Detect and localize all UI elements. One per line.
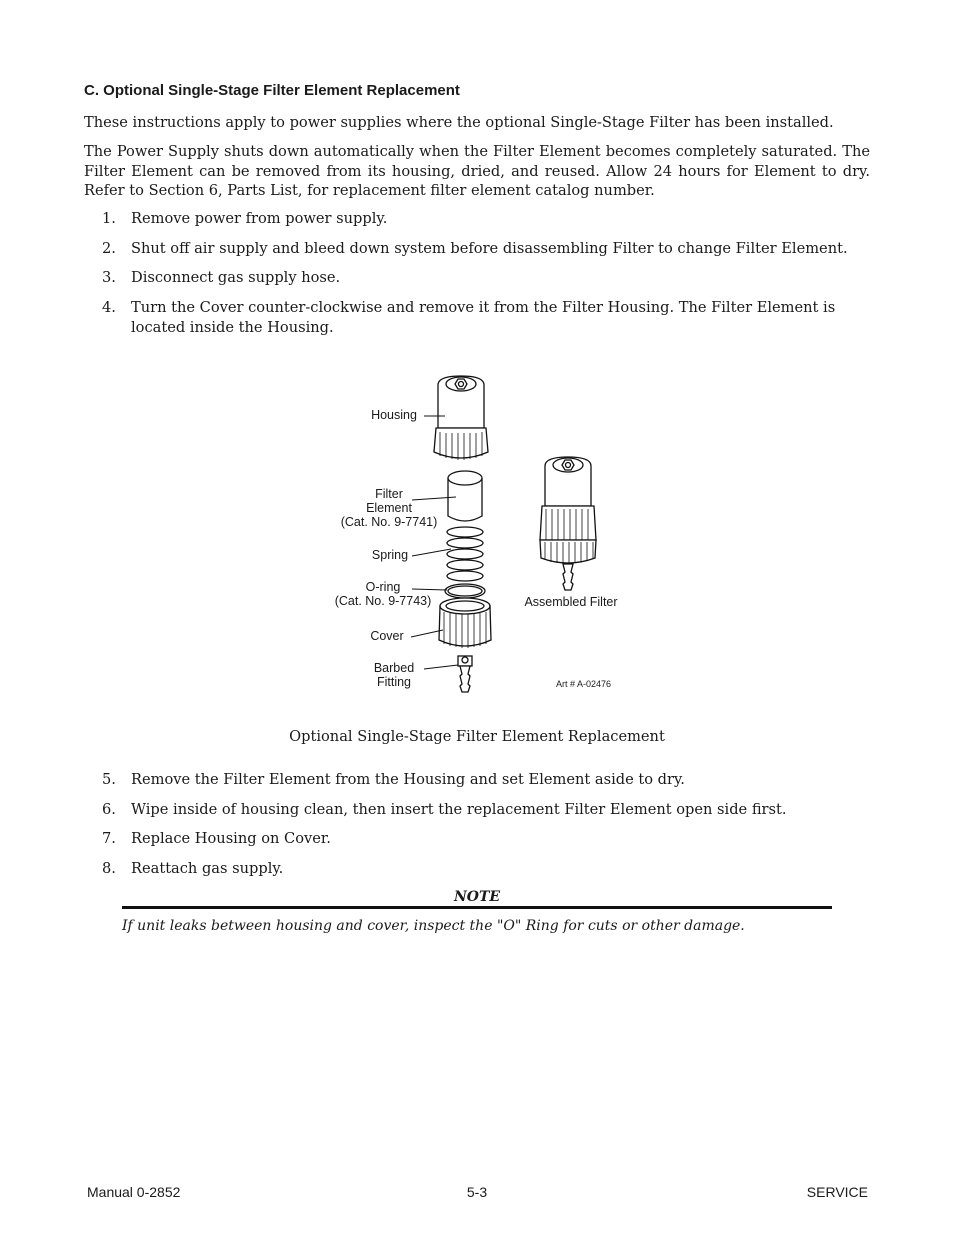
spring-drawing <box>447 527 483 581</box>
oring-drawing <box>445 584 485 598</box>
label-line: Element <box>366 501 412 515</box>
step-text: Reattach gas supply. <box>131 860 284 877</box>
label-line: Filter <box>375 487 403 501</box>
step-number: 8. <box>102 860 116 877</box>
step-text: Remove power from power supply. <box>131 210 388 227</box>
step-text: Wipe inside of housing clean, then insert the replacement Filter Element open side first. <box>131 801 787 818</box>
step-number: 1. <box>102 210 116 227</box>
footer-manual: Manual 0-2852 <box>87 1184 181 1200</box>
step-5 <box>84 770 870 790</box>
filter-element-drawing <box>448 471 482 521</box>
label-line: (Cat. No. 9-7741) <box>340 515 438 529</box>
label-housing: Housing <box>371 408 417 422</box>
step-number: 7. <box>102 830 116 847</box>
step-6 <box>84 800 870 820</box>
note-text: If unit leaks between housing and cover, inspect the "O" Ring for cuts or other damage. <box>122 918 745 934</box>
step-text: Remove the Filter Element from the Housing and set Element aside to dry. <box>131 771 685 788</box>
label-line: O-ring <box>365 580 401 594</box>
label-oring <box>323 580 443 608</box>
barbed-fitting-drawing <box>458 656 472 692</box>
label-filter-element <box>329 487 449 529</box>
housing-drawing <box>434 376 488 460</box>
step-text: Disconnect gas supply hose. <box>131 269 341 286</box>
step-number: 6. <box>102 801 116 818</box>
label-assembled-filter: Assembled Filter <box>524 595 618 609</box>
label-line: Fitting <box>376 675 412 689</box>
figure-caption: Optional Single-Stage Filter Element Replacement <box>289 728 665 745</box>
footer-section: SERVICE <box>806 1184 868 1200</box>
label-line: (Cat. No. 9-7743) <box>334 594 432 608</box>
label-line: Barbed <box>373 661 415 675</box>
footer-page-number: 5-3 <box>466 1184 488 1200</box>
step-text: Shut off air supply and bleed down system before disassembling Filter to change Filter Element. <box>131 240 848 257</box>
step-number: 4. <box>102 299 116 316</box>
step-8 <box>84 859 870 879</box>
section-heading: C. Optional Single-Stage Filter Element Replacement <box>84 82 460 99</box>
cover-drawing <box>439 598 491 648</box>
label-barbed-fitting <box>359 661 429 689</box>
step-7 <box>84 829 870 849</box>
intro-paragraph: These instructions apply to power supplies where the optional Single-Stage Filter has been installed. <box>84 114 834 131</box>
step-number: 2. <box>102 240 116 257</box>
step-number: 3. <box>102 269 116 286</box>
assembled-filter-drawing <box>540 457 596 590</box>
art-number: Art # A-02476 <box>556 679 612 689</box>
label-cover: Cover <box>370 629 404 643</box>
step-number: 5. <box>102 771 116 788</box>
step-text: Replace Housing on Cover. <box>131 830 331 847</box>
step-text: Turn the Cover counter-clockwise and remove it from the Filter Housing. The Filter Element is located inside the Housing. <box>131 299 836 336</box>
note-label: NOTE <box>453 889 501 905</box>
description-paragraph: The Power Supply shuts down automatically when the Filter Element becomes completely saturated. The Filter Element can be removed from its housing, dried, and reused. Allow 24 hours for Element to dry. Refer to Section 6, Parts List, for replacement filter element catalog number. <box>84 143 870 199</box>
note-divider <box>122 906 832 909</box>
label-spring: Spring <box>371 548 409 562</box>
